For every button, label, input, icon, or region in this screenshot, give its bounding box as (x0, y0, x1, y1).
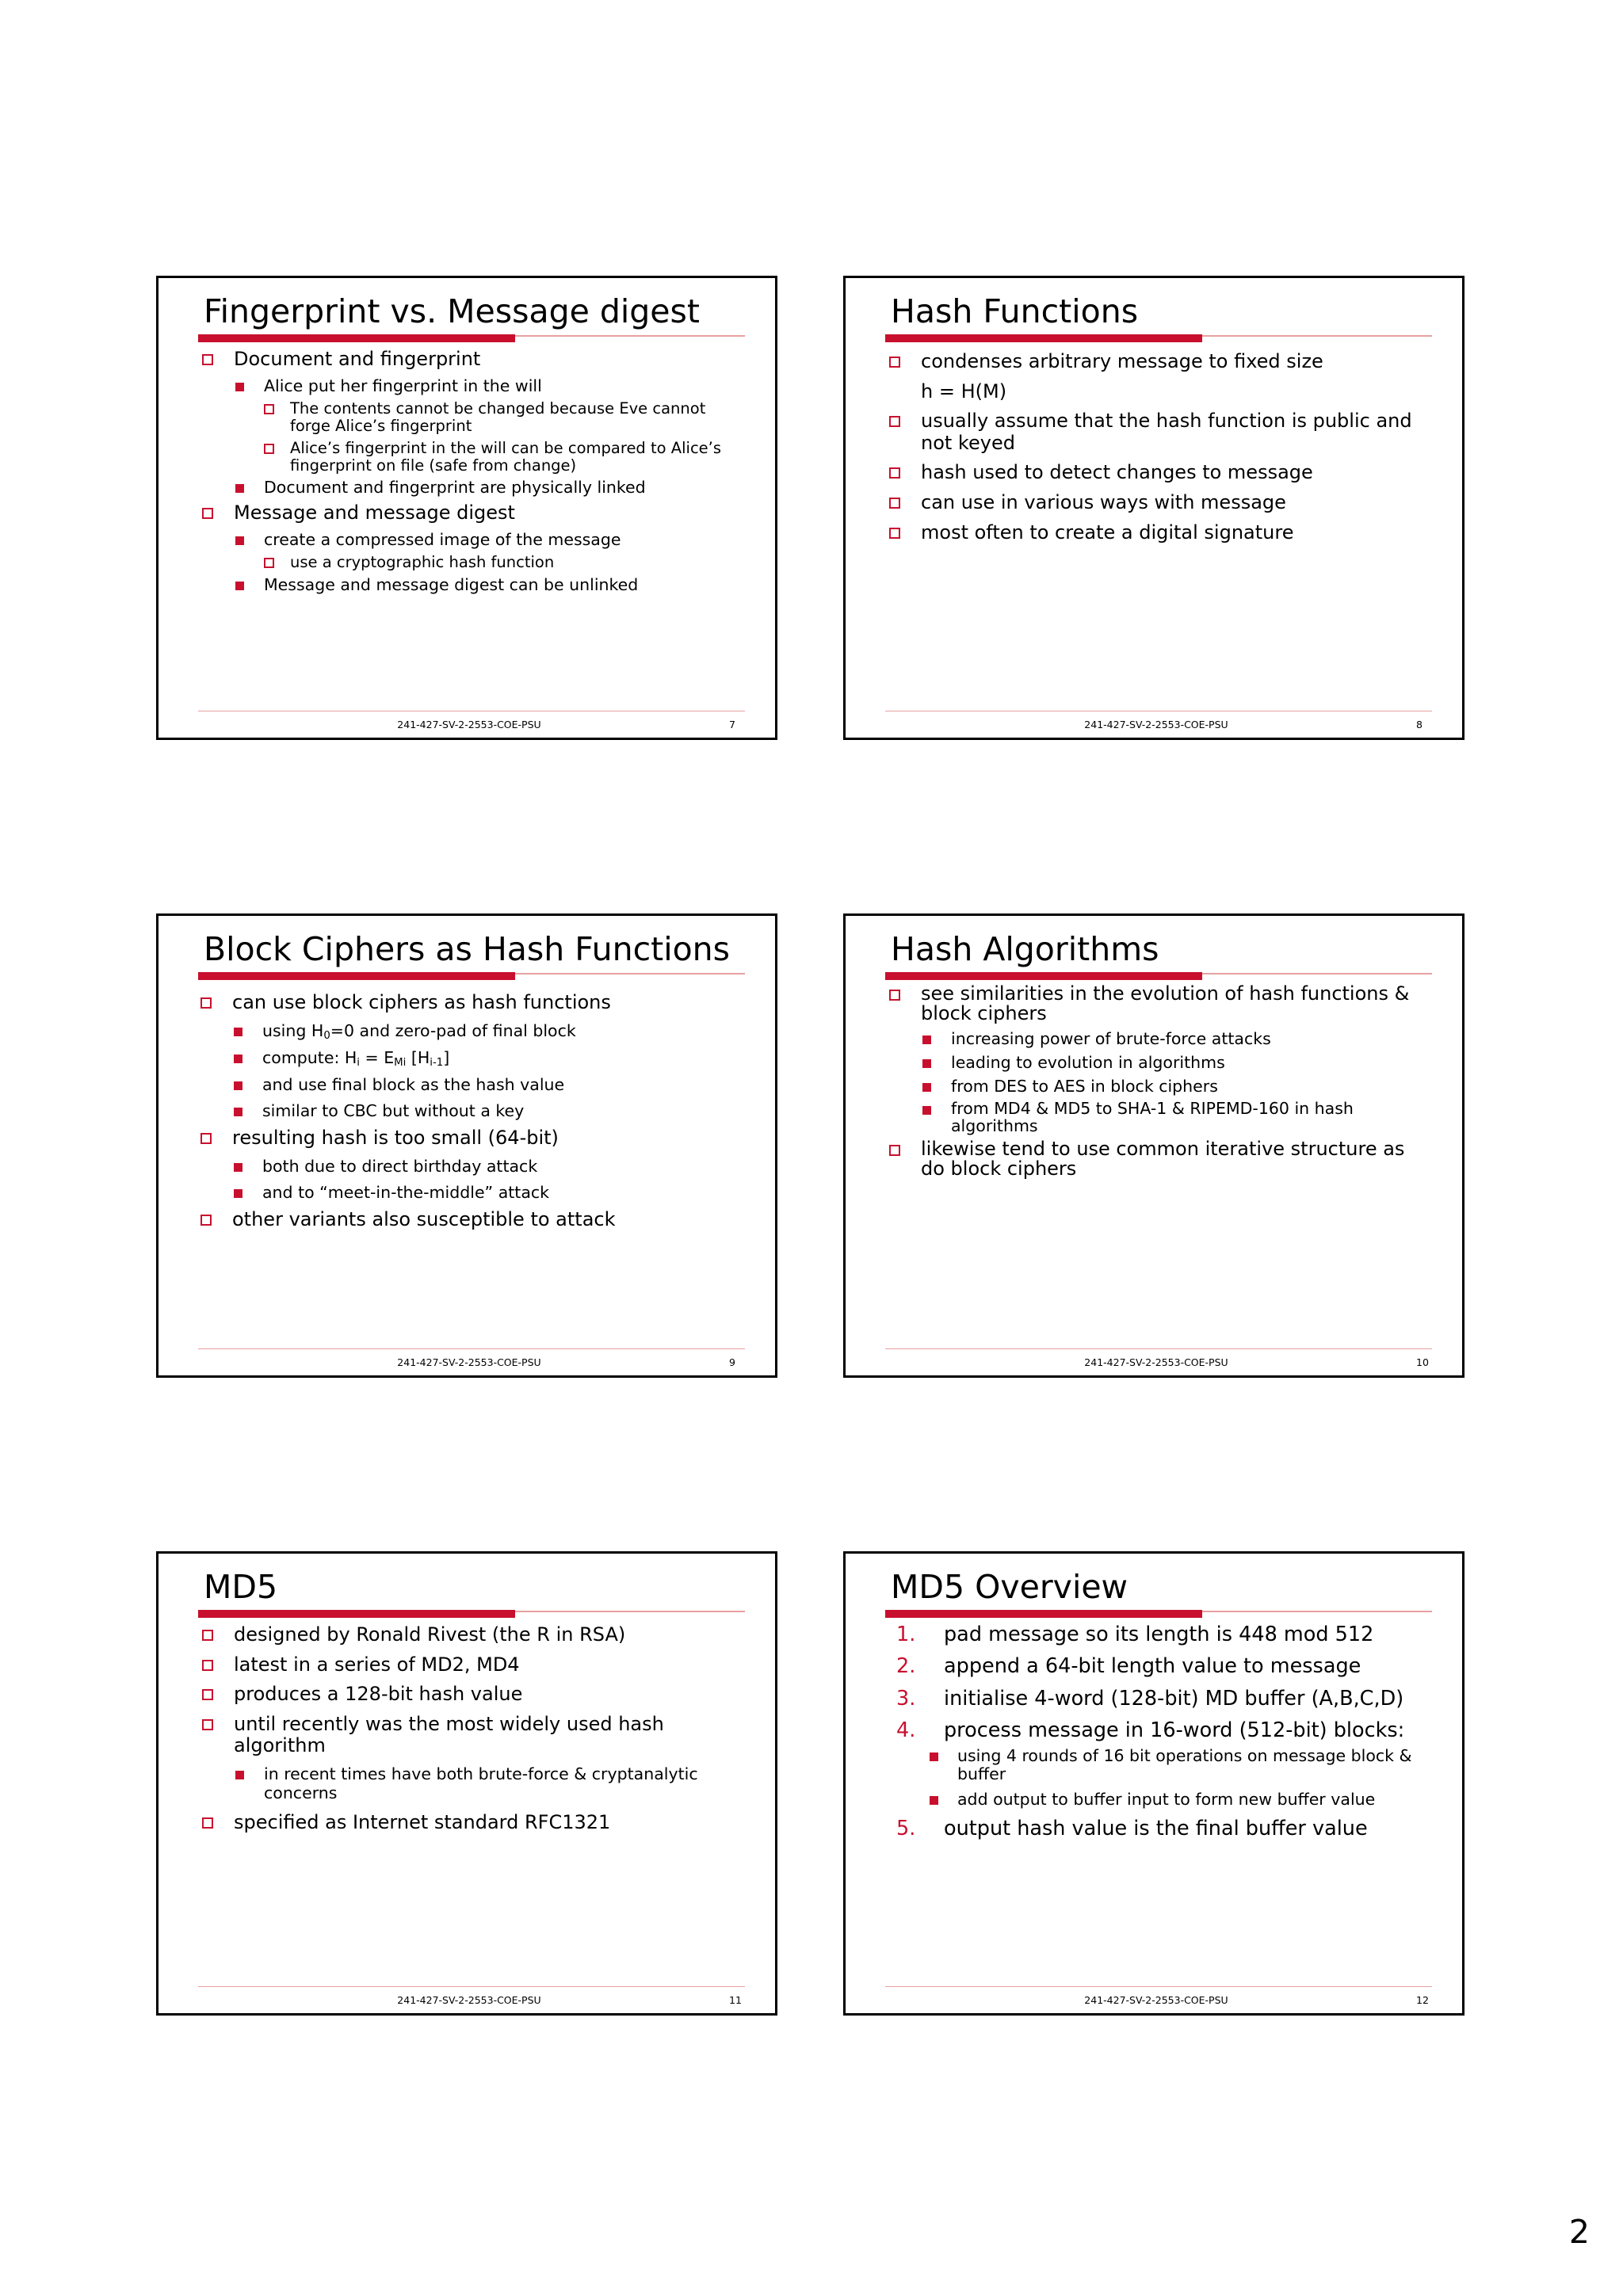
hollow-square-bullet-icon (264, 558, 274, 568)
bullet-l2: both due to direct birthday attack (200, 1158, 743, 1177)
solid-square-bullet-icon (922, 1083, 931, 1092)
slide-title: MD5 Overview (891, 1568, 1128, 1606)
slide-body (200, 992, 743, 1238)
bullet-l1: Message and message digest (202, 502, 743, 524)
slide-body (889, 351, 1430, 550)
numbered-item: 2. append a 64-bit length value to message (896, 1654, 1361, 1679)
bullet-l1: produces a 128-bit hash value (202, 1684, 743, 1706)
slide-title: MD5 (204, 1568, 278, 1606)
footer-rule (198, 1348, 745, 1349)
numbered-item: 5. output hash value is the final buffer value (896, 1816, 1368, 1840)
slide-8 (843, 276, 1465, 740)
hollow-square-bullet-icon (202, 508, 213, 519)
slide-number: 12 (1416, 1994, 1429, 2006)
solid-square-bullet-icon (234, 1055, 242, 1063)
bullet-l2: similar to CBC but without a key (200, 1102, 743, 1121)
solid-square-bullet-icon (234, 1028, 242, 1036)
title-rule-accent (885, 972, 1202, 980)
hollow-square-bullet-icon (202, 1630, 213, 1641)
solid-square-bullet-icon (234, 1163, 242, 1172)
hollow-square-bullet-icon (202, 1689, 213, 1700)
slide-9 (156, 913, 777, 1378)
bullet-l2: using $H_0=0$ and zero-pad of final block (200, 1022, 743, 1042)
slide-body (889, 984, 1430, 1185)
hollow-square-bullet-icon (200, 997, 212, 1009)
slide-7 (156, 276, 777, 740)
item-number: 1. (896, 1623, 916, 1646)
bullet-l1: can use in various ways with message (889, 492, 1430, 514)
slide-footer: 241-427-SV-2-2553-COE-PSU (397, 1994, 541, 2006)
bullet-l2: compute: $H_i = E_{Mi}$ $[H_{i-1}]$ (200, 1049, 743, 1069)
bullet-l1: resulting hash is too small (64-bit) (200, 1127, 743, 1150)
bullet-l2: Alice put her fingerprint in the will (202, 377, 743, 396)
bullet-l2: add output to buffer input to form new buffer value (896, 1791, 1430, 1810)
item-number: 3. (896, 1686, 916, 1711)
slide-number: 9 (729, 1356, 735, 1368)
title-rule-accent (198, 334, 515, 342)
solid-square-bullet-icon (234, 1081, 242, 1090)
slide-body (202, 349, 743, 600)
hollow-square-bullet-icon (889, 1145, 900, 1156)
slide-12 (843, 1551, 1465, 2016)
hollow-square-bullet-icon (889, 498, 900, 509)
slide-title: Fingerprint vs. Message digest (204, 292, 700, 330)
text-line: h = H(M) (921, 379, 1007, 402)
solid-square-bullet-icon (235, 484, 244, 493)
solid-square-bullet-icon (922, 1106, 931, 1115)
bullet-l2: from DES to AES in block ciphers (889, 1077, 1430, 1097)
solid-square-bullet-icon (930, 1753, 938, 1761)
solid-square-bullet-icon (234, 1108, 242, 1116)
numbered-item: 4. process message in 16-word (512-bit) blocks: (896, 1718, 1405, 1742)
slide-number: 8 (1416, 719, 1423, 730)
title-rule-accent (198, 1610, 515, 1618)
hollow-square-bullet-icon (889, 990, 900, 1001)
bullet-l1: specified as Internet standard RFC1321 (202, 1812, 743, 1834)
bullet-l3: Alice’s fingerprint in the will can be compared to Alice’s fingerprint on file (safe from change) (202, 440, 743, 475)
bullet-l1: likewise tend to use common iterative structure as do block ciphers (889, 1139, 1430, 1179)
item-number: 2. (896, 1654, 916, 1679)
slide-footer: 241-427-SV-2-2553-COE-PSU (1084, 1356, 1228, 1368)
bullet-l2: create a compressed image of the message (202, 531, 743, 550)
bullet-l3: use a cryptographic hash function (202, 554, 743, 571)
hollow-square-bullet-icon (202, 354, 213, 365)
hollow-square-bullet-icon (889, 528, 900, 539)
bullet-l2: leading to evolution in algorithms (889, 1054, 1430, 1073)
solid-square-bullet-icon (235, 1771, 244, 1779)
slide-footer: 241-427-SV-2-2553-COE-PSU (397, 719, 541, 730)
hollow-square-bullet-icon (889, 467, 900, 479)
bullet-l1: usually assume that the hash function is public and not keyed (889, 410, 1430, 454)
hollow-square-bullet-icon (200, 1133, 212, 1144)
slide-title: Hash Algorithms (891, 930, 1159, 968)
bullet-l3: The contents cannot be changed because Eve cannot forge Alice’s fingerprint (202, 400, 743, 435)
slide-10 (843, 913, 1465, 1378)
solid-square-bullet-icon (235, 383, 244, 391)
slide-number: 10 (1416, 1356, 1429, 1368)
solid-square-bullet-icon (930, 1796, 938, 1805)
bullet-l2: in recent times have both brute-force & cryptanalytic concerns (202, 1765, 743, 1802)
bullet-l1: condenses arbitrary message to fixed size (889, 351, 1430, 373)
bullet-l1: can use block ciphers as hash functions (200, 992, 743, 1014)
slide-title: Hash Functions (891, 292, 1139, 330)
numbered-item: 3. initialise 4-word (128-bit) MD buffer (A,B,C,D) (896, 1686, 1404, 1711)
bullet-l1: until recently was the most widely used hash algorithm (202, 1714, 743, 1757)
bullet-l2: and to “meet-in-the-middle” attack (200, 1184, 743, 1203)
slide-footer: 241-427-SV-2-2553-COE-PSU (1084, 1994, 1228, 2006)
page-number: 2 (1568, 2213, 1590, 2251)
bullet-l2: increasing power of brute-force attacks (889, 1030, 1430, 1049)
title-rule-accent (198, 972, 515, 980)
bullet-l2: Message and message digest can be unlinked (202, 576, 743, 595)
bullet-l1: Document and fingerprint (202, 349, 743, 371)
bullet-l1: see similarities in the evolution of hash functions & block ciphers (889, 984, 1430, 1024)
hollow-square-bullet-icon (200, 1215, 212, 1226)
title-rule-accent (885, 334, 1202, 342)
bullet-l2: from MD4 & MD5 to SHA-1 & RIPEMD-160 in hash algorithms (889, 1100, 1430, 1135)
hollow-square-bullet-icon (202, 1660, 213, 1671)
title-rule-accent (885, 1610, 1202, 1618)
solid-square-bullet-icon (922, 1059, 931, 1068)
bullet-l1: latest in a series of MD2, MD4 (202, 1654, 743, 1676)
hollow-square-bullet-icon (889, 357, 900, 368)
bullet-l1: other variants also susceptible to attack (200, 1209, 743, 1231)
slide-number: 7 (729, 719, 735, 730)
solid-square-bullet-icon (922, 1035, 931, 1044)
bullet-l2: using 4 rounds of 16 bit operations on message block & buffer (896, 1747, 1430, 1783)
slide-number: 11 (729, 1994, 742, 2006)
slide-11 (156, 1551, 777, 2016)
solid-square-bullet-icon (235, 582, 244, 590)
hollow-square-bullet-icon (264, 444, 274, 454)
footer-rule (885, 1986, 1432, 1987)
slide-footer: 241-427-SV-2-2553-COE-PSU (397, 1356, 541, 1368)
item-number: 5. (896, 1816, 916, 1840)
numbered-item: 1. pad message so its length is 448 mod 512 (896, 1623, 1374, 1646)
slide-title: Block Ciphers as Hash Functions (204, 930, 731, 968)
bullet-l1: most often to create a digital signature (889, 522, 1430, 544)
slide-body (896, 1623, 1430, 1849)
footer-rule (885, 1348, 1432, 1349)
bullet-l1: hash used to detect changes to message (889, 462, 1430, 484)
bullet-l2: Document and fingerprint are physically linked (202, 479, 743, 498)
solid-square-bullet-icon (235, 536, 244, 545)
hollow-square-bullet-icon (202, 1719, 213, 1730)
slide-footer: 241-427-SV-2-2553-COE-PSU (1084, 719, 1228, 730)
slide-body (202, 1624, 743, 1840)
bullet-l1: designed by Ronald Rivest (the R in RSA) (202, 1624, 743, 1646)
item-number: 4. (896, 1718, 916, 1742)
bullet-l2: and use final block as the hash value (200, 1076, 743, 1095)
hollow-square-bullet-icon (264, 404, 274, 414)
solid-square-bullet-icon (234, 1189, 242, 1198)
hollow-square-bullet-icon (889, 416, 900, 427)
hollow-square-bullet-icon (202, 1817, 213, 1829)
footer-rule (198, 1986, 745, 1987)
